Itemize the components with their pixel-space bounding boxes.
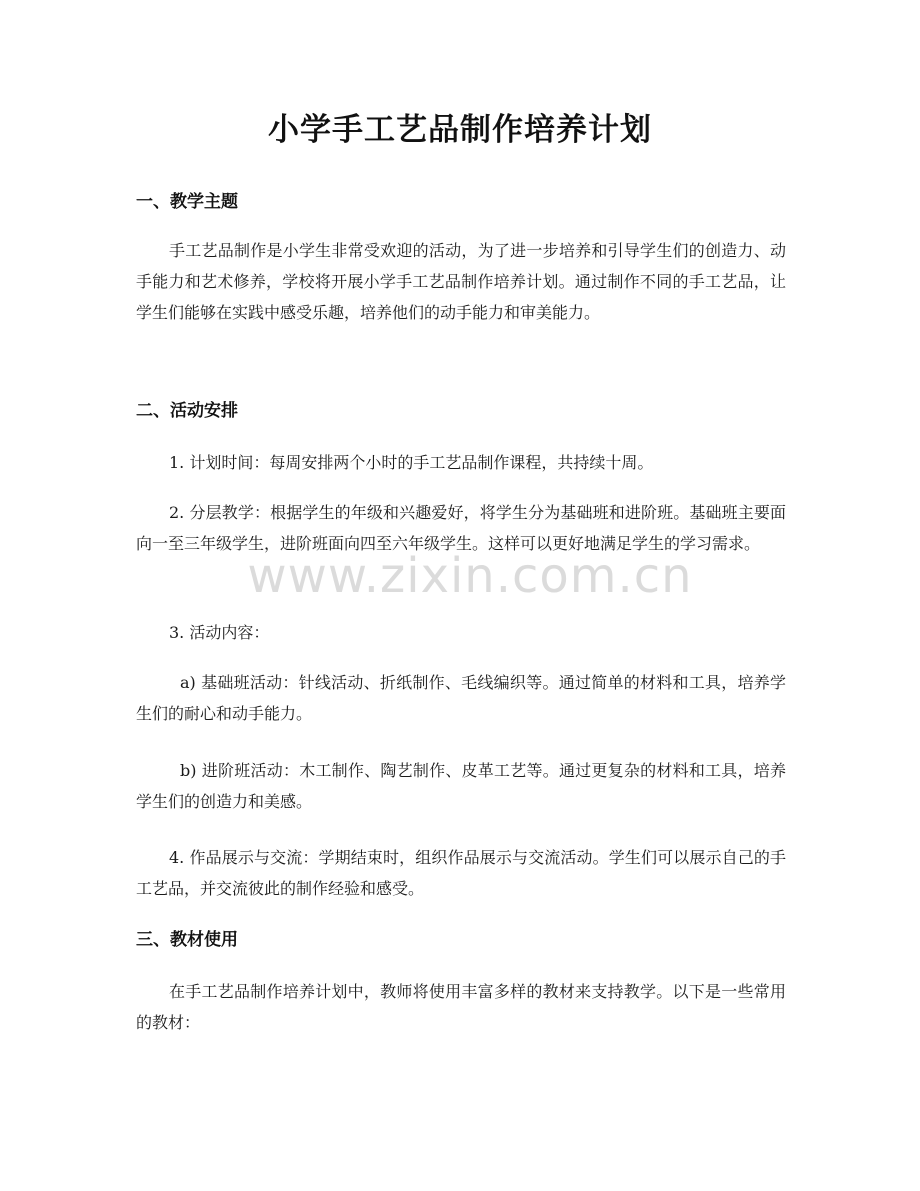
section-heading-activity-arrangement: 二、活动安排 [136,401,238,421]
paragraph-work-exhibition: 4. 作品展示与交流：学期结束时，组织作品展示与交流活动。学生们可以展示自己的手工艺品，并交流彼此的制作经验和感受。 [136,848,786,898]
section-heading-teaching-theme: 一、教学主题 [136,192,238,212]
paragraph-activity-content: 3. 活动内容： [169,623,270,642]
paragraph-plan-time: 1. 计划时间：每周安排两个小时的手工艺品制作课程，共持续十周。 [169,453,654,472]
paragraph-tiered-teaching: 2. 分层教学：根据学生的年级和兴趣爱好，将学生分为基础班和进阶班。基础班主要面向一至三年级学生，进阶班面向四至六年级学生。这样可以更好地满足学生的学习需求。 [136,503,786,553]
paragraph-advanced-class-activities: b) 进阶班活动：木工制作、陶艺制作、皮革工艺等。通过更复杂的材料和工具，培养学生们的创造力和美感。 [136,761,786,811]
paragraph-basic-class-activities: a) 基础班活动：针线活动、折纸制作、毛线编织等。通过简单的材料和工具，培养学生们的耐心和动手能力。 [136,673,786,723]
paragraph-teaching-materials: 在手工艺品制作培养计划中，教师将使用丰富多样的教材来支持教学。以下是一些常用的教材： [136,982,786,1032]
paragraph-teaching-theme: 手工艺品制作是小学生非常受欢迎的活动，为了进一步培养和引导学生们的创造力、动手能力和艺术修养，学校将开展小学手工艺品制作培养计划。通过制作不同的手工艺品，让学生们能够在实践中感受乐趣，培养他们的动手能力和审美能力。 [136,241,786,322]
watermark: www.zixin.com.cn [247,548,693,604]
section-heading-teaching-materials: 三、教材使用 [136,930,238,950]
document-title: 小学手工艺品制作培养计划 [268,112,652,148]
